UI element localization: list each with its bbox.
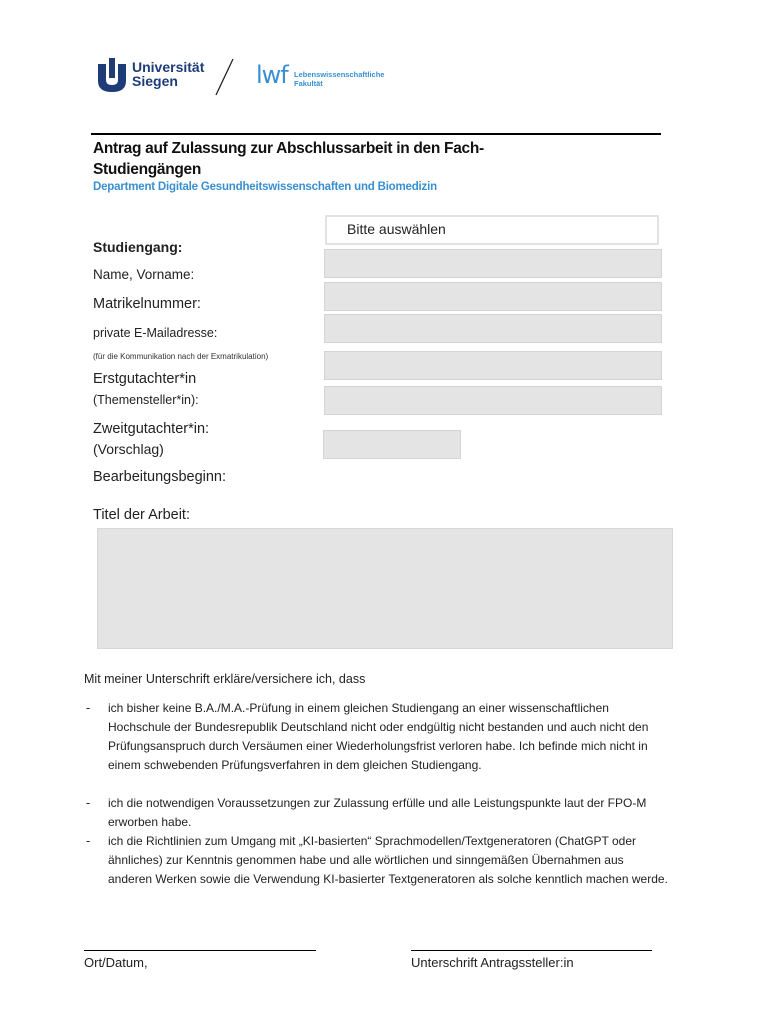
declaration-bullet-3: ich die Richtlinien zum Umgang mit „KI-basierten“ Sprachmodellen/Textgeneratoren (ChatGPT oder ähnliches) zur Kenntnis genommen habe und alle wörtlichen und sinngemäßen Übernahmen aus anderen Werken sowie die Verwendung KI-basierter Textgeneratoren als solche kenntlich machen werde.: [108, 834, 668, 886]
email-field[interactable]: [324, 314, 662, 343]
erstgutachter-sub-label: (Themensteller*in):: [93, 393, 199, 407]
university-logo-icon: [96, 58, 128, 92]
bearbeitungsbeginn-label: Bearbeitungsbeginn:: [93, 469, 227, 485]
email-note: (für die Kommunikation nach der Exmatrikulation): [93, 352, 269, 361]
erstgutachter-label: Erstgutachter*in: [93, 371, 197, 387]
logo-divider-slash: [213, 58, 235, 96]
place-date-label: Ort/Datum,: [84, 955, 148, 970]
titel-textarea[interactable]: [97, 528, 673, 649]
erstgutachter-field[interactable]: [324, 386, 662, 415]
zweitgutachter-field[interactable]: [323, 430, 461, 459]
matrikel-field[interactable]: [324, 282, 662, 311]
department-subtitle: Department Digitale Gesundheitswissenschaften und Biomedizin: [93, 181, 437, 193]
zweitgutachter-sub-label: (Vorschlag): [93, 441, 164, 457]
bullet-dash: -: [86, 701, 91, 715]
declaration-intro: Mit meiner Unterschrift erkläre/versichere ich, dass: [84, 672, 366, 686]
faculty-logo-icon: lwf: [256, 61, 288, 89]
name-label: Name, Vorname:: [93, 267, 195, 282]
signature-label: Unterschrift Antragssteller:in: [411, 955, 574, 970]
faculty-name: Lebenswissenschaftliche Fakultät: [294, 70, 385, 88]
matrikel-label: Matrikelnummer:: [93, 296, 201, 312]
zweitgutachter-label: Zweitgutachter*in:: [93, 421, 210, 437]
title-divider: [91, 133, 661, 135]
page-title: Antrag auf Zulassung zur Abschlussarbeit in den Fach-Studiengängen: [93, 140, 484, 178]
signature-line: [411, 950, 652, 951]
university-logo: [96, 56, 216, 94]
university-name: Universität Siegen: [132, 59, 205, 89]
declaration-bullet-1: ich bisher keine B.A./M.A.-Prüfung in einem gleichen Studiengang an einer wissenschaftlichen Hochschule der Bundesrepublik Deutschland nicht oder endgültig nicht bestanden und auch nicht den Prüfungsanspruch durch Versäumen einer Wiederholungsfrist verloren habe. Ich befinde mich nicht in einem schwebenden Prüfungsverfahren in dem gleichen Studiengang.: [108, 701, 649, 772]
place-date-line: [84, 950, 316, 951]
email-field-2[interactable]: [324, 351, 662, 380]
bullet-dash: -: [86, 796, 91, 810]
name-field[interactable]: [324, 249, 662, 278]
email-label: private E-Mailadresse:: [93, 326, 218, 340]
declaration-bullet-2: ich die notwendigen Voraussetzungen zur Zulassung erfülle und alle Leistungspunkte laut der FPO-M erworben habe.: [108, 796, 647, 829]
faculty-logo: [256, 62, 396, 92]
studiengang-label: Studiengang:: [93, 239, 183, 255]
titel-label: Titel der Arbeit:: [93, 507, 190, 523]
studiengang-select[interactable]: Bitte auswählen: [325, 215, 659, 245]
bullet-dash: -: [86, 834, 91, 848]
